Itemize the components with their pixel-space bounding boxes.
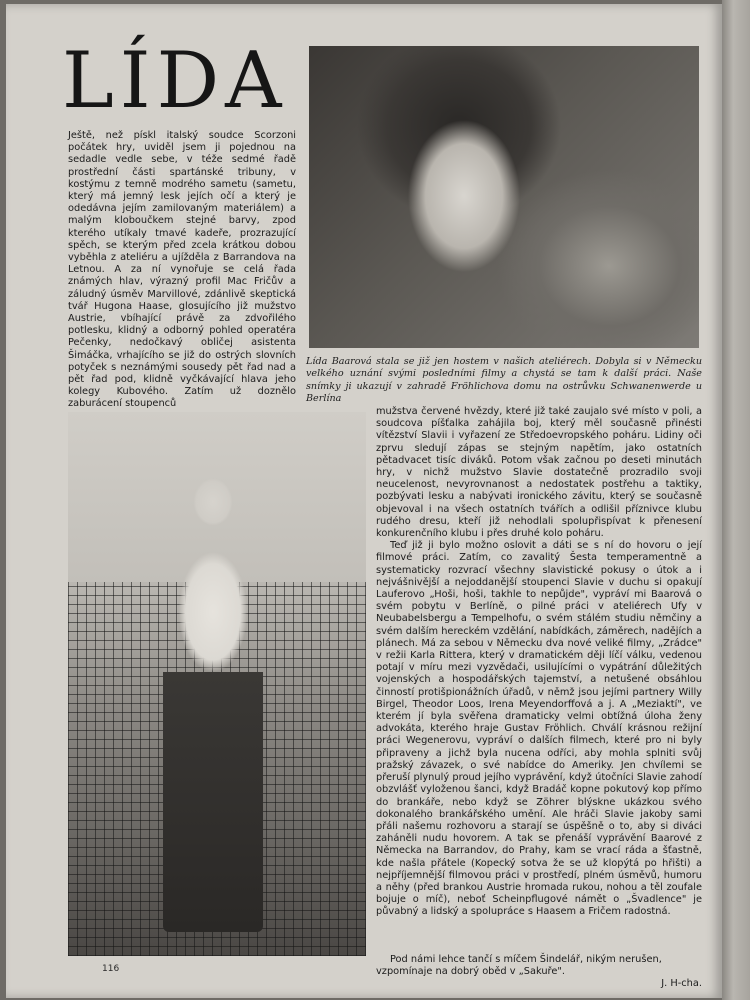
- author-signature: J. H-cha.: [661, 978, 702, 990]
- portrait-photo: [309, 46, 699, 348]
- next-page-edge: [722, 0, 750, 1000]
- body-paragraph-1: mužstva červené hvězdy, které již také zaujalo své místo v poli, a soudcova píšťalka zahájila boj, který měl současně přinésti vítězství Slavii i vyřazení ze Středoevropského poháru. Lidiny oči zprvu sledují zápas se stejným napětím, jako ostatních pětadvacet tisíc diváků. Potom však začnou po deseti minutách hry, v nichž mužstvo Slavie dostatečně prozradilo svoji neucelenost, nevyrovnanost a nedostatek postřehu a taktiky, pozbývati lesku a nabývati ironického závitu, který se současně objevoval i na všech ostatních tvářích a odlišil příznivce klubu rudého dresu, kteří již nehodlali spolupřispívat k přenesení konkurenčního klubu i přes druhé kolo poháru.: [376, 406, 702, 540]
- article-title: LÍDA: [62, 36, 288, 126]
- magazine-page: [6, 4, 722, 998]
- article-intro-text: Ještě, než pískl italský soudce Scorzoni počátek hry, uviděl jsem ji pojednou na sedadle vedle sebe, v téže sedmé řadě prostřední části spartánské tribuny, v kostýmu z temně modrého sametu (sametu, který má jemný lesk jejích očí a který je odedávna jejím zamilovaným materiálem) a malým kloboučkem stejné barvy, zpod kterého utíkaly tmavé kadeře, prozrazující spěch, se kterým před zcela krátkou dobou vyběhla z ateliéru a ujížděla z Barrandova na Letnou. A za ní vynořuje se celá řada známých hlav, výrazný profil Mac Fričův a záludný úsměv Marvillové, zdánlivě skeptická tvář Hugona Haase, glosujícího již mužstvo Austrie, vbíhající právě za zdvořilého potlesku, klidný a odborný pohled operatéra Pečenky, nedočkavý obličej asistenta Šimáčka, vrhajícího se již do ostrých slovních potyček s neznámými sousedy pět řad nad a pět řad pod, klidně vyčkávající hlava jeho kolegy Kubového. Zatím už doznělo zaburácení stoupenců: [68, 130, 296, 410]
- closing-paragraph: Pod námi lehce tančí s míčem Šindelář, nikým nerušen, vzpomínaje na dobrý oběd v „Sakuře".: [376, 954, 662, 978]
- article-body: [376, 406, 702, 954]
- tennis-photo: [68, 412, 366, 956]
- article-signoff: [376, 954, 702, 990]
- page-number: 116: [102, 964, 120, 974]
- photo-caption: Lída Baarová stala se již jen hostem v našich ateliérech. Dobyla si v Německu velkého uznání svými posledními filmy a chystá se tam k další práci. Naše snímky ji ukazují v zahradě Fröhlichova domu na ostrůvku Schwanenwerde u Berlína: [306, 356, 702, 405]
- body-paragraph-2: Teď již ji bylo možno oslovit a dáti se s ní do hovoru o její filmové práci. Zatím, co zavalitý Šesta temperamentně a systematicky rozvrací všechny slavistické pokusy o útok a i nejvášnivější a nejoddanější stoupenci Slavie v duchu si opakují Lauferovo „Hoši, hoši, takhle to nepůjde", vypráví mi Baarová o svém pobytu v Berlíně, o pilné práci v ateliérech Ufy v Neubabelsbergu a Tempelhofu, o svém stálém studiu němčiny a svém dalším hereckém vzdělání, nabídkách, záměrech, nadějích a plánech. Má za sebou v Německu dva nové veliké filmy, „Zrádce" v režii Karla Rittera, který v dramatickém ději líčí válku, vedenou potají v míru mezi vyzvědači, usilujícími o vypátrání důležitých vojenských a hospodářských tajemství, a netušené obsáhlou činností protišpionážních úřadů, v němž jsou jejími partnery Willy Birgel, Theodor Loos, Irena Meyendorffová a j. A „Meziaktí", ve kterém jí byla svěřena dramaticky velmi obtížná úloha ženy advokáta, kterého hraje Gustav Fröhlich. Chválí krásnou režijní práci Wegenerovu, vypráví o dalších filmech, které pro ni byly připraveny a jichž byla nucena odříci, aby mohla splniti svůj pražský závazek, o své nabídce do Ameriky. Jen chvílemi se přeruší plynulý proud jejího vyprávění, když útočníci Slavie zahodí obzvlášť vyloženou šanci, když Bradáč kopne pokutový kop přímo do brankáře, nebo když se Zöhrer blýskne ukázkou svého dokonalého brankářského umění. Ale hráči Slavie jakoby sami přáli našemu rozhovoru a starají se úspěšně o to, aby si diváci zaháněli nudu hovorem. A tak se přenáší vyprávění Baarové z Německa na Barrandov, do Prahy, kam se vrací ráda a šťastně, kde našla přátele (Kopecký sotva že se už klopýtá po hřišti) a nejpříjemnější filmovou práci v prostředí, plném úsměvů, humoru a něhy (před brankou Austrie hromada rukou, nohou a těl zoufale bojuje o míč), neboť Scheinpflugové námět o „Švadlence" je půvabný a lidský a spolupráce s Haasem a Fričem radostná.: [376, 540, 702, 918]
